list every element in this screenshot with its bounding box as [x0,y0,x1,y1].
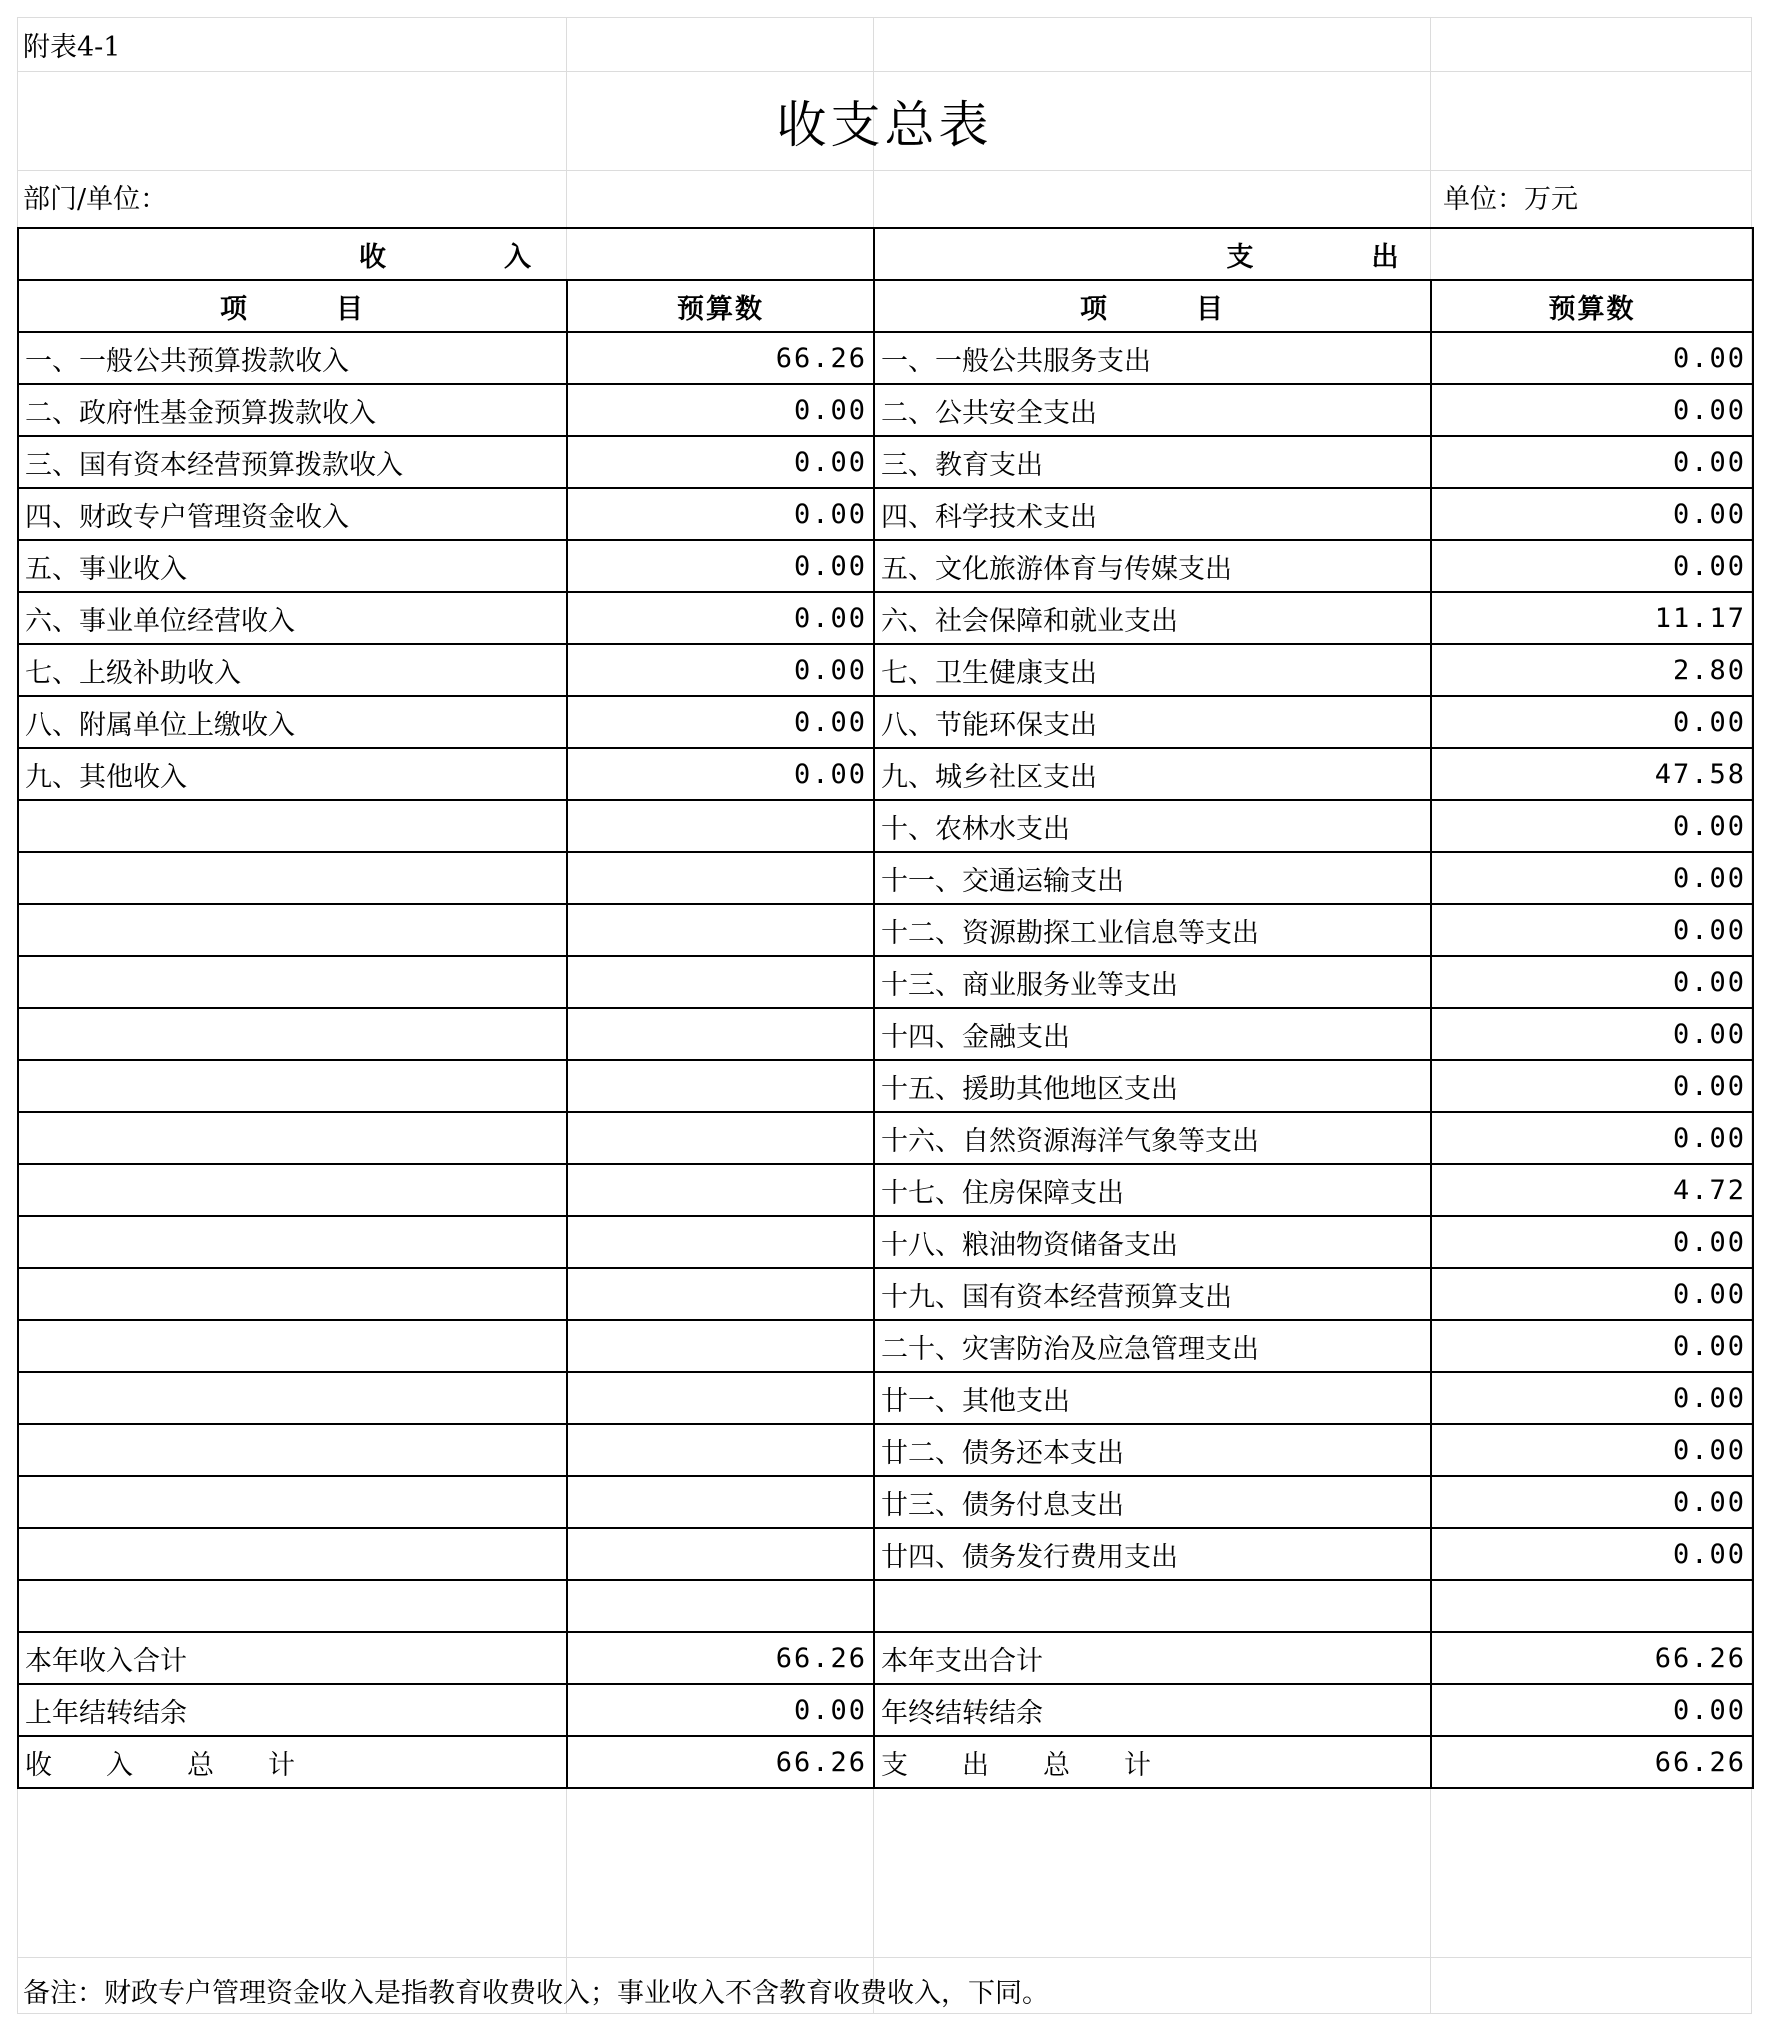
income-amount-cell [567,1424,874,1476]
table-row [18,1684,1753,1736]
gridline [17,17,1752,18]
income-item-cell [18,1424,567,1476]
table-row [18,436,1753,488]
income-amount-cell [567,1164,874,1216]
expenditure-amount-cell: 2.80 [1431,644,1753,696]
income-amount-cell: 0.00 [567,696,874,748]
income-item-cell [18,1320,567,1372]
income-amount-cell [567,852,874,904]
table-row [18,696,1753,748]
expenditure-amount-cell: 0.00 [1431,800,1753,852]
expenditure-item-cell: 廿一、其他支出 [874,1372,1431,1424]
income-item-cell: 八、附属单位上缴收入 [18,696,567,748]
income-item-cell [18,1060,567,1112]
expenditure-budget-header: 预算数 [1431,280,1753,332]
expenditure-item-cell: 十八、粮油物资储备支出 [874,1216,1431,1268]
expenditure-amount-cell: 0.00 [1431,1008,1753,1060]
income-item-cell: 二、政府性基金预算拨款收入 [18,384,567,436]
income-amount-cell [567,800,874,852]
income-amount-cell: 66.26 [567,1736,874,1788]
expenditure-item-cell [874,1580,1431,1632]
expenditure-amount-cell: 0.00 [1431,436,1753,488]
expenditure-item-cell: 四、科学技术支出 [874,488,1431,540]
gridline [17,71,1752,72]
income-amount-cell [567,1112,874,1164]
income-amount-cell [567,1528,874,1580]
expenditure-amount-cell: 0.00 [1431,1372,1753,1424]
expenditure-amount-cell: 4.72 [1431,1164,1753,1216]
income-amount-cell [567,1320,874,1372]
expenditure-amount-cell: 0.00 [1431,332,1753,384]
expenditure-item-cell: 年终结转结余 [874,1684,1431,1736]
income-item-cell: 四、财政专户管理资金收入 [18,488,567,540]
table-row [18,384,1753,436]
income-item-cell: 上年结转结余 [18,1684,567,1736]
income-item-cell: 七、上级补助收入 [18,644,567,696]
expenditure-item-cell: 十、农林水支出 [874,800,1431,852]
expenditure-item-cell: 二十、灾害防治及应急管理支出 [874,1320,1431,1372]
table-row [18,644,1753,696]
unit-label: 单位：万元 [1443,184,1578,215]
income-item-cell [18,904,567,956]
expenditure-amount-cell: 0.00 [1431,540,1753,592]
expenditure-amount-cell: 0.00 [1431,1216,1753,1268]
table-row [18,1008,1753,1060]
income-item-cell [18,1008,567,1060]
expenditure-item-cell: 廿三、债务付息支出 [874,1476,1431,1528]
income-amount-cell [567,1372,874,1424]
expenditure-amount-cell: 47.58 [1431,748,1753,800]
income-item-header: 项 目 [18,280,567,332]
expenditure-item-cell: 十六、自然资源海洋气象等支出 [874,1112,1431,1164]
expenditure-item-cell: 十二、资源勘探工业信息等支出 [874,904,1431,956]
income-amount-cell: 0.00 [567,540,874,592]
income-amount-cell: 0.00 [567,488,874,540]
expenditure-amount-cell: 0.00 [1431,956,1753,1008]
table-header-row [18,228,1753,280]
expenditure-amount-cell: 0.00 [1431,904,1753,956]
expenditure-item-cell: 十七、住房保障支出 [874,1164,1431,1216]
expenditure-amount-cell: 0.00 [1431,1268,1753,1320]
expenditure-item-cell: 十九、国有资本经营预算支出 [874,1268,1431,1320]
expenditure-item-cell: 十四、金融支出 [874,1008,1431,1060]
table-row [18,1320,1753,1372]
income-item-cell [18,1372,567,1424]
income-amount-cell [567,1476,874,1528]
expenditure-amount-cell: 0.00 [1431,488,1753,540]
expenditure-item-cell: 支 出 总 计 [874,1736,1431,1788]
table-row [18,1736,1753,1788]
income-item-cell: 本年收入合计 [18,1632,567,1684]
income-item-cell: 三、国有资本经营预算拨款收入 [18,436,567,488]
expenditure-item-cell: 八、节能环保支出 [874,696,1431,748]
expenditure-amount-cell: 0.00 [1431,1112,1753,1164]
income-item-cell: 六、事业单位经营收入 [18,592,567,644]
expenditure-amount-cell: 11.17 [1431,592,1753,644]
income-item-cell [18,1580,567,1632]
income-amount-cell [567,1580,874,1632]
expenditure-amount-cell: 0.00 [1431,1424,1753,1476]
expenditure-item-header: 项 目 [874,280,1431,332]
expenditure-item-cell: 廿四、债务发行费用支出 [874,1528,1431,1580]
income-amount-cell: 66.26 [567,332,874,384]
income-amount-cell: 66.26 [567,1632,874,1684]
expenditure-header: 支 出 [874,228,1753,280]
income-item-cell [18,1112,567,1164]
income-item-cell: 一、一般公共预算拨款收入 [18,332,567,384]
table-row [18,540,1753,592]
expenditure-item-cell: 七、卫生健康支出 [874,644,1431,696]
table-row [18,956,1753,1008]
table-row [18,1060,1753,1112]
expenditure-amount-cell: 0.00 [1431,696,1753,748]
income-item-cell [18,956,567,1008]
expenditure-item-cell: 廿二、债务还本支出 [874,1424,1431,1476]
footnote: 备注：财政专户管理资金收入是指教育收费收入；事业收入不含教育收费收入，下同。 [23,1978,1049,2009]
table-row [18,904,1753,956]
table-row [18,592,1753,644]
income-amount-cell [567,1268,874,1320]
income-amount-cell: 0.00 [567,644,874,696]
expenditure-amount-cell: 0.00 [1431,1060,1753,1112]
table-row [18,1164,1753,1216]
expenditure-amount-cell: 0.00 [1431,1528,1753,1580]
table-row [18,1528,1753,1580]
income-amount-cell [567,904,874,956]
income-header: 收 入 [18,228,874,280]
income-item-cell [18,852,567,904]
income-item-cell [18,1268,567,1320]
expenditure-amount-cell: 0.00 [1431,1684,1753,1736]
expenditure-amount-cell: 0.00 [1431,384,1753,436]
income-item-cell [18,800,567,852]
income-amount-cell: 0.00 [567,1684,874,1736]
table-row [18,1580,1753,1632]
gridline [17,1957,1752,1958]
expenditure-amount-cell: 0.00 [1431,1320,1753,1372]
expenditure-item-cell: 一、一般公共服务支出 [874,332,1431,384]
table-row [18,488,1753,540]
table-subheader-row [18,280,1753,332]
income-item-cell [18,1164,567,1216]
department-label: 部门/单位： [23,184,168,215]
income-item-cell: 九、其他收入 [18,748,567,800]
table-row [18,1476,1753,1528]
income-amount-cell [567,1216,874,1268]
expenditure-item-cell: 五、文化旅游体育与传媒支出 [874,540,1431,592]
expenditure-item-cell: 二、公共安全支出 [874,384,1431,436]
income-budget-header: 预算数 [567,280,874,332]
table-row [18,1424,1753,1476]
expenditure-amount-cell [1431,1580,1753,1632]
income-item-cell: 五、事业收入 [18,540,567,592]
budget-summary-table [17,227,1754,1789]
expenditure-item-cell: 六、社会保障和就业支出 [874,592,1431,644]
appendix-label: 附表4-1 [23,32,121,63]
expenditure-item-cell: 三、教育支出 [874,436,1431,488]
income-item-cell [18,1216,567,1268]
income-amount-cell: 0.00 [567,436,874,488]
expenditure-amount-cell: 0.00 [1431,1476,1753,1528]
expenditure-item-cell: 本年支出合计 [874,1632,1431,1684]
table-row [18,332,1753,384]
expenditure-item-cell: 十五、援助其他地区支出 [874,1060,1431,1112]
income-amount-cell: 0.00 [567,592,874,644]
table-row [18,800,1753,852]
expenditure-item-cell: 九、城乡社区支出 [874,748,1431,800]
page-title: 收支总表 [776,96,993,154]
table-row [18,1112,1753,1164]
income-amount-cell [567,1060,874,1112]
table-row [18,1268,1753,1320]
gridline [17,170,1752,171]
expenditure-amount-cell: 0.00 [1431,852,1753,904]
income-item-cell: 收 入 总 计 [18,1736,567,1788]
income-item-cell [18,1528,567,1580]
expenditure-item-cell: 十一、交通运输支出 [874,852,1431,904]
expenditure-amount-cell: 66.26 [1431,1736,1753,1788]
expenditure-amount-cell: 66.26 [1431,1632,1753,1684]
expenditure-item-cell: 十三、商业服务业等支出 [874,956,1431,1008]
income-amount-cell [567,956,874,1008]
table-row [18,1372,1753,1424]
table-row [18,852,1753,904]
income-amount-cell: 0.00 [567,384,874,436]
table-row [18,1216,1753,1268]
table-row [18,748,1753,800]
income-amount-cell: 0.00 [567,748,874,800]
income-item-cell [18,1476,567,1528]
table-row [18,1632,1753,1684]
income-amount-cell [567,1008,874,1060]
